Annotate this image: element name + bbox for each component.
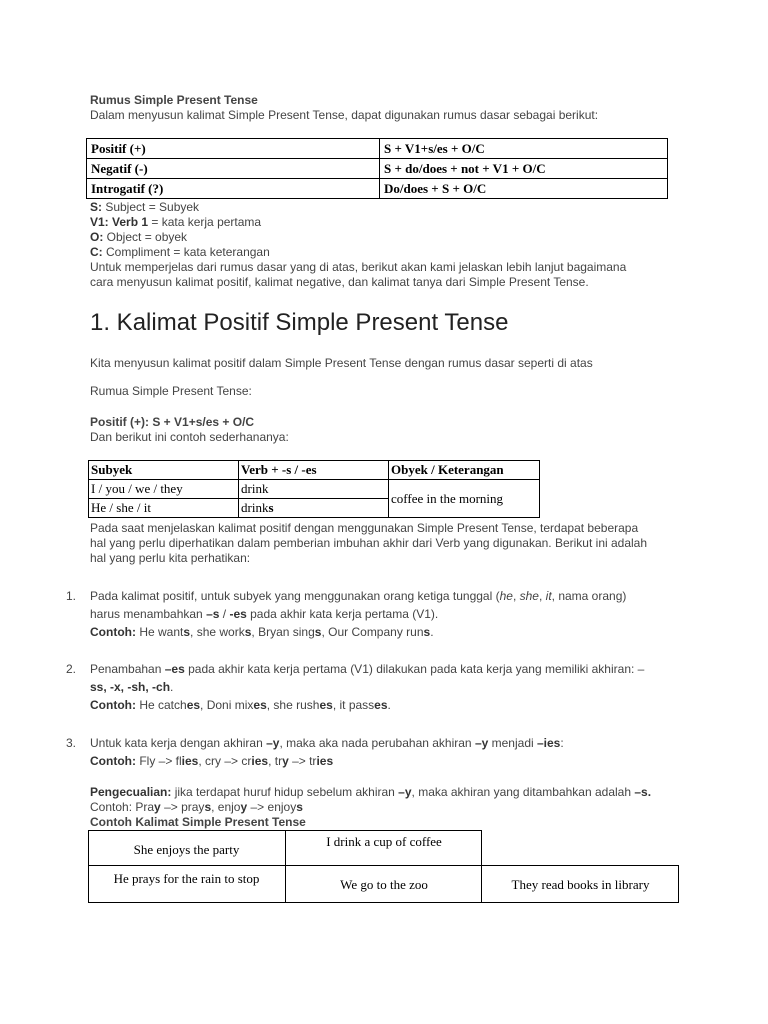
text: , xyxy=(538,589,546,603)
exception-label: Pengecualian: xyxy=(90,785,172,799)
legend-value: Compliment = kata keterangan xyxy=(102,245,270,259)
text: y xyxy=(240,800,248,814)
text: , nama orang) xyxy=(551,589,627,603)
text: y xyxy=(282,754,289,768)
section-intro: Kita menyusun kalimat positif dalam Simple Present Tense dengan rumus dasar seperti di atas xyxy=(90,356,593,370)
legend-key: O: xyxy=(90,230,104,244)
legend-value: Object = obyek xyxy=(103,230,188,244)
formula-row xyxy=(87,159,668,179)
formula-row xyxy=(87,179,668,199)
legend-item xyxy=(90,200,199,215)
text: –> pray xyxy=(160,800,205,814)
text: s xyxy=(183,625,191,639)
para2-line: hal yang perlu diperhatikan dalam pemberian imbuhan akhir dari Verb yang digunakan. Berikut ini adalah xyxy=(90,536,648,550)
text: pada akhir kata kerja pertama (V1) dilakukan pada kata kerja yang memiliki akhiran: – xyxy=(184,662,645,676)
exception-line-1 xyxy=(90,785,651,800)
legend-key: V1: Verb 1 xyxy=(90,215,149,229)
contoh-label: Contoh: xyxy=(90,698,136,712)
formula-value: Do/does + S + O/C xyxy=(380,179,668,199)
text: , she rush xyxy=(266,698,320,712)
text: , enjo xyxy=(211,800,241,814)
subject-cell: He / she / it xyxy=(89,499,239,518)
text: es xyxy=(253,698,267,712)
example-cell: She enjoys the party xyxy=(133,842,240,857)
object-cell: coffee in the morning xyxy=(389,480,540,518)
legend-item xyxy=(90,230,187,245)
text: s xyxy=(204,800,212,814)
contoh-label: Contoh: xyxy=(90,625,136,639)
text: ies xyxy=(181,754,199,768)
text: s xyxy=(296,800,303,814)
legend-item xyxy=(90,245,270,260)
formula-row xyxy=(87,139,668,159)
list-item-2-example xyxy=(90,696,391,714)
example-cell: I drink a cup of coffee xyxy=(326,834,442,849)
list-item-1-line-2 xyxy=(90,605,438,623)
text: –> enjoy xyxy=(247,800,297,814)
text: es xyxy=(319,698,333,712)
text: Untuk kata kerja dengan akhiran xyxy=(90,736,267,750)
list-item-2-line-1 xyxy=(90,660,644,678)
text: , cry –> cr xyxy=(198,754,252,768)
explain-line: Untuk memperjelas dari rumus dasar yang di atas, berikut akan kami jelaskan lebih lanjut bagaimana xyxy=(90,260,627,274)
text: –s. xyxy=(634,785,652,799)
text: Penambahan xyxy=(90,662,165,676)
text: , Our Company run xyxy=(321,625,424,639)
text: s xyxy=(314,625,322,639)
verb-cell xyxy=(239,499,389,518)
text: es xyxy=(374,698,388,712)
text: . xyxy=(387,698,391,712)
example-cell: We go to the zoo xyxy=(340,877,428,892)
text: –s xyxy=(206,607,220,621)
text: He catch xyxy=(135,698,187,712)
text: it xyxy=(545,589,552,603)
list-number: 1. xyxy=(66,589,77,603)
text: es xyxy=(186,698,201,712)
example-cell: They read books in library xyxy=(511,877,650,892)
legend-item xyxy=(90,215,261,230)
text: Fly –> fl xyxy=(135,754,182,768)
example-title: Contoh Kalimat Simple Present Tense xyxy=(90,815,306,829)
text: –ies xyxy=(537,736,561,750)
text: / xyxy=(219,607,230,621)
text: , maka aka nada perubahan akhiran xyxy=(279,736,475,750)
list-item-2-line-2 xyxy=(90,678,173,696)
text: . xyxy=(170,680,174,694)
text: y xyxy=(154,800,161,814)
verb-suffix: s xyxy=(268,500,274,515)
subject-table-header xyxy=(89,461,540,480)
text: –> tr xyxy=(288,754,317,768)
para2-line: hal yang perlu kita perhatikan: xyxy=(90,551,251,565)
formula-label: Negatif (-) xyxy=(87,159,380,179)
formula-table xyxy=(86,138,668,199)
header-subyek: Subyek xyxy=(89,461,239,480)
contoh-intro: Dan berikut ini contoh sederhananya: xyxy=(90,430,289,444)
list-number: 3. xyxy=(66,736,77,750)
text: –y xyxy=(474,736,489,750)
list-item-3-line-1 xyxy=(90,734,564,752)
text: ies xyxy=(316,754,334,768)
text: harus menambahkan xyxy=(90,607,207,621)
text: jika terdapat huruf hidup sebelum akhiran xyxy=(171,785,399,799)
legend-key: S: xyxy=(90,200,102,214)
list-item-3-example xyxy=(90,752,333,770)
text: ss, -x, -sh, -ch xyxy=(90,680,171,694)
list-item-1-example xyxy=(90,623,434,641)
header-verb: Verb + -s / -es xyxy=(239,461,389,480)
section-title: 1. Kalimat Positif Simple Present Tense xyxy=(90,309,509,336)
header-obyek: Obyek / Keterangan xyxy=(389,461,540,480)
text: –y xyxy=(266,736,280,750)
example-cell: He prays for the rain to stop xyxy=(113,871,260,886)
text: menjadi xyxy=(488,736,537,750)
text: Pada kalimat positif, untuk subyek yang menggunakan orang ketiga tunggal ( xyxy=(90,589,500,603)
text: s xyxy=(244,625,252,639)
legend-key: C: xyxy=(90,245,103,259)
rumua-label: Rumua Simple Present Tense: xyxy=(90,384,252,398)
text: pada akhir kata kerja pertama (V1). xyxy=(246,607,439,621)
text: , Doni mix xyxy=(200,698,254,712)
legend-value: = kata kerja pertama xyxy=(148,215,262,229)
text: s xyxy=(423,625,431,639)
text: . xyxy=(430,625,434,639)
text: she xyxy=(519,589,539,603)
formula-value: S + V1+s/es + O/C xyxy=(380,139,668,159)
list-number: 2. xyxy=(66,662,77,676)
para2-line: Pada saat menjelaskan kalimat positif dengan menggunakan Simple Present Tense, terdapat beberapa xyxy=(90,521,639,535)
contoh-label: Contoh: xyxy=(90,754,136,768)
subject-cell: I / you / we / they xyxy=(89,480,239,499)
text: Contoh: Pra xyxy=(90,800,155,814)
text: , it pass xyxy=(332,698,375,712)
text: -es xyxy=(229,607,247,621)
text: , Bryan sing xyxy=(251,625,315,639)
intro-text: Dalam menyusun kalimat Simple Present Tense, dapat digunakan rumus dasar sebagai berikut: xyxy=(90,108,599,122)
text: he xyxy=(499,589,513,603)
list-item-1-line-1 xyxy=(90,587,626,605)
text: , maka akhiran yang ditambahkan adalah xyxy=(411,785,635,799)
text: , tr xyxy=(268,754,283,768)
verb-cell: drink xyxy=(239,480,389,499)
example-table xyxy=(88,830,679,903)
explain-line: cara menyusun kalimat positif, kalimat negative, dan kalimat tanya dari Simple Present Tense. xyxy=(90,275,589,289)
text: , she work xyxy=(190,625,245,639)
formula-label: Positif (+) xyxy=(87,139,380,159)
text: ies xyxy=(251,754,269,768)
subject-table xyxy=(88,460,540,518)
text: –es xyxy=(164,662,185,676)
positif-formula: Positif (+): S + V1+s/es + O/C xyxy=(90,415,255,429)
exception-line-2 xyxy=(90,800,303,815)
text: : xyxy=(560,736,564,750)
text: –y xyxy=(398,785,412,799)
verb-stem: drink xyxy=(241,500,269,515)
table-row xyxy=(89,480,540,499)
intro-heading: Rumus Simple Present Tense xyxy=(90,93,258,107)
formula-value: S + do/does + not + V1 + O/C xyxy=(380,159,668,179)
legend-value: Subject = Subyek xyxy=(102,200,200,214)
text: , xyxy=(512,589,520,603)
text: He want xyxy=(135,625,184,639)
formula-label: Introgatif (?) xyxy=(87,179,380,199)
